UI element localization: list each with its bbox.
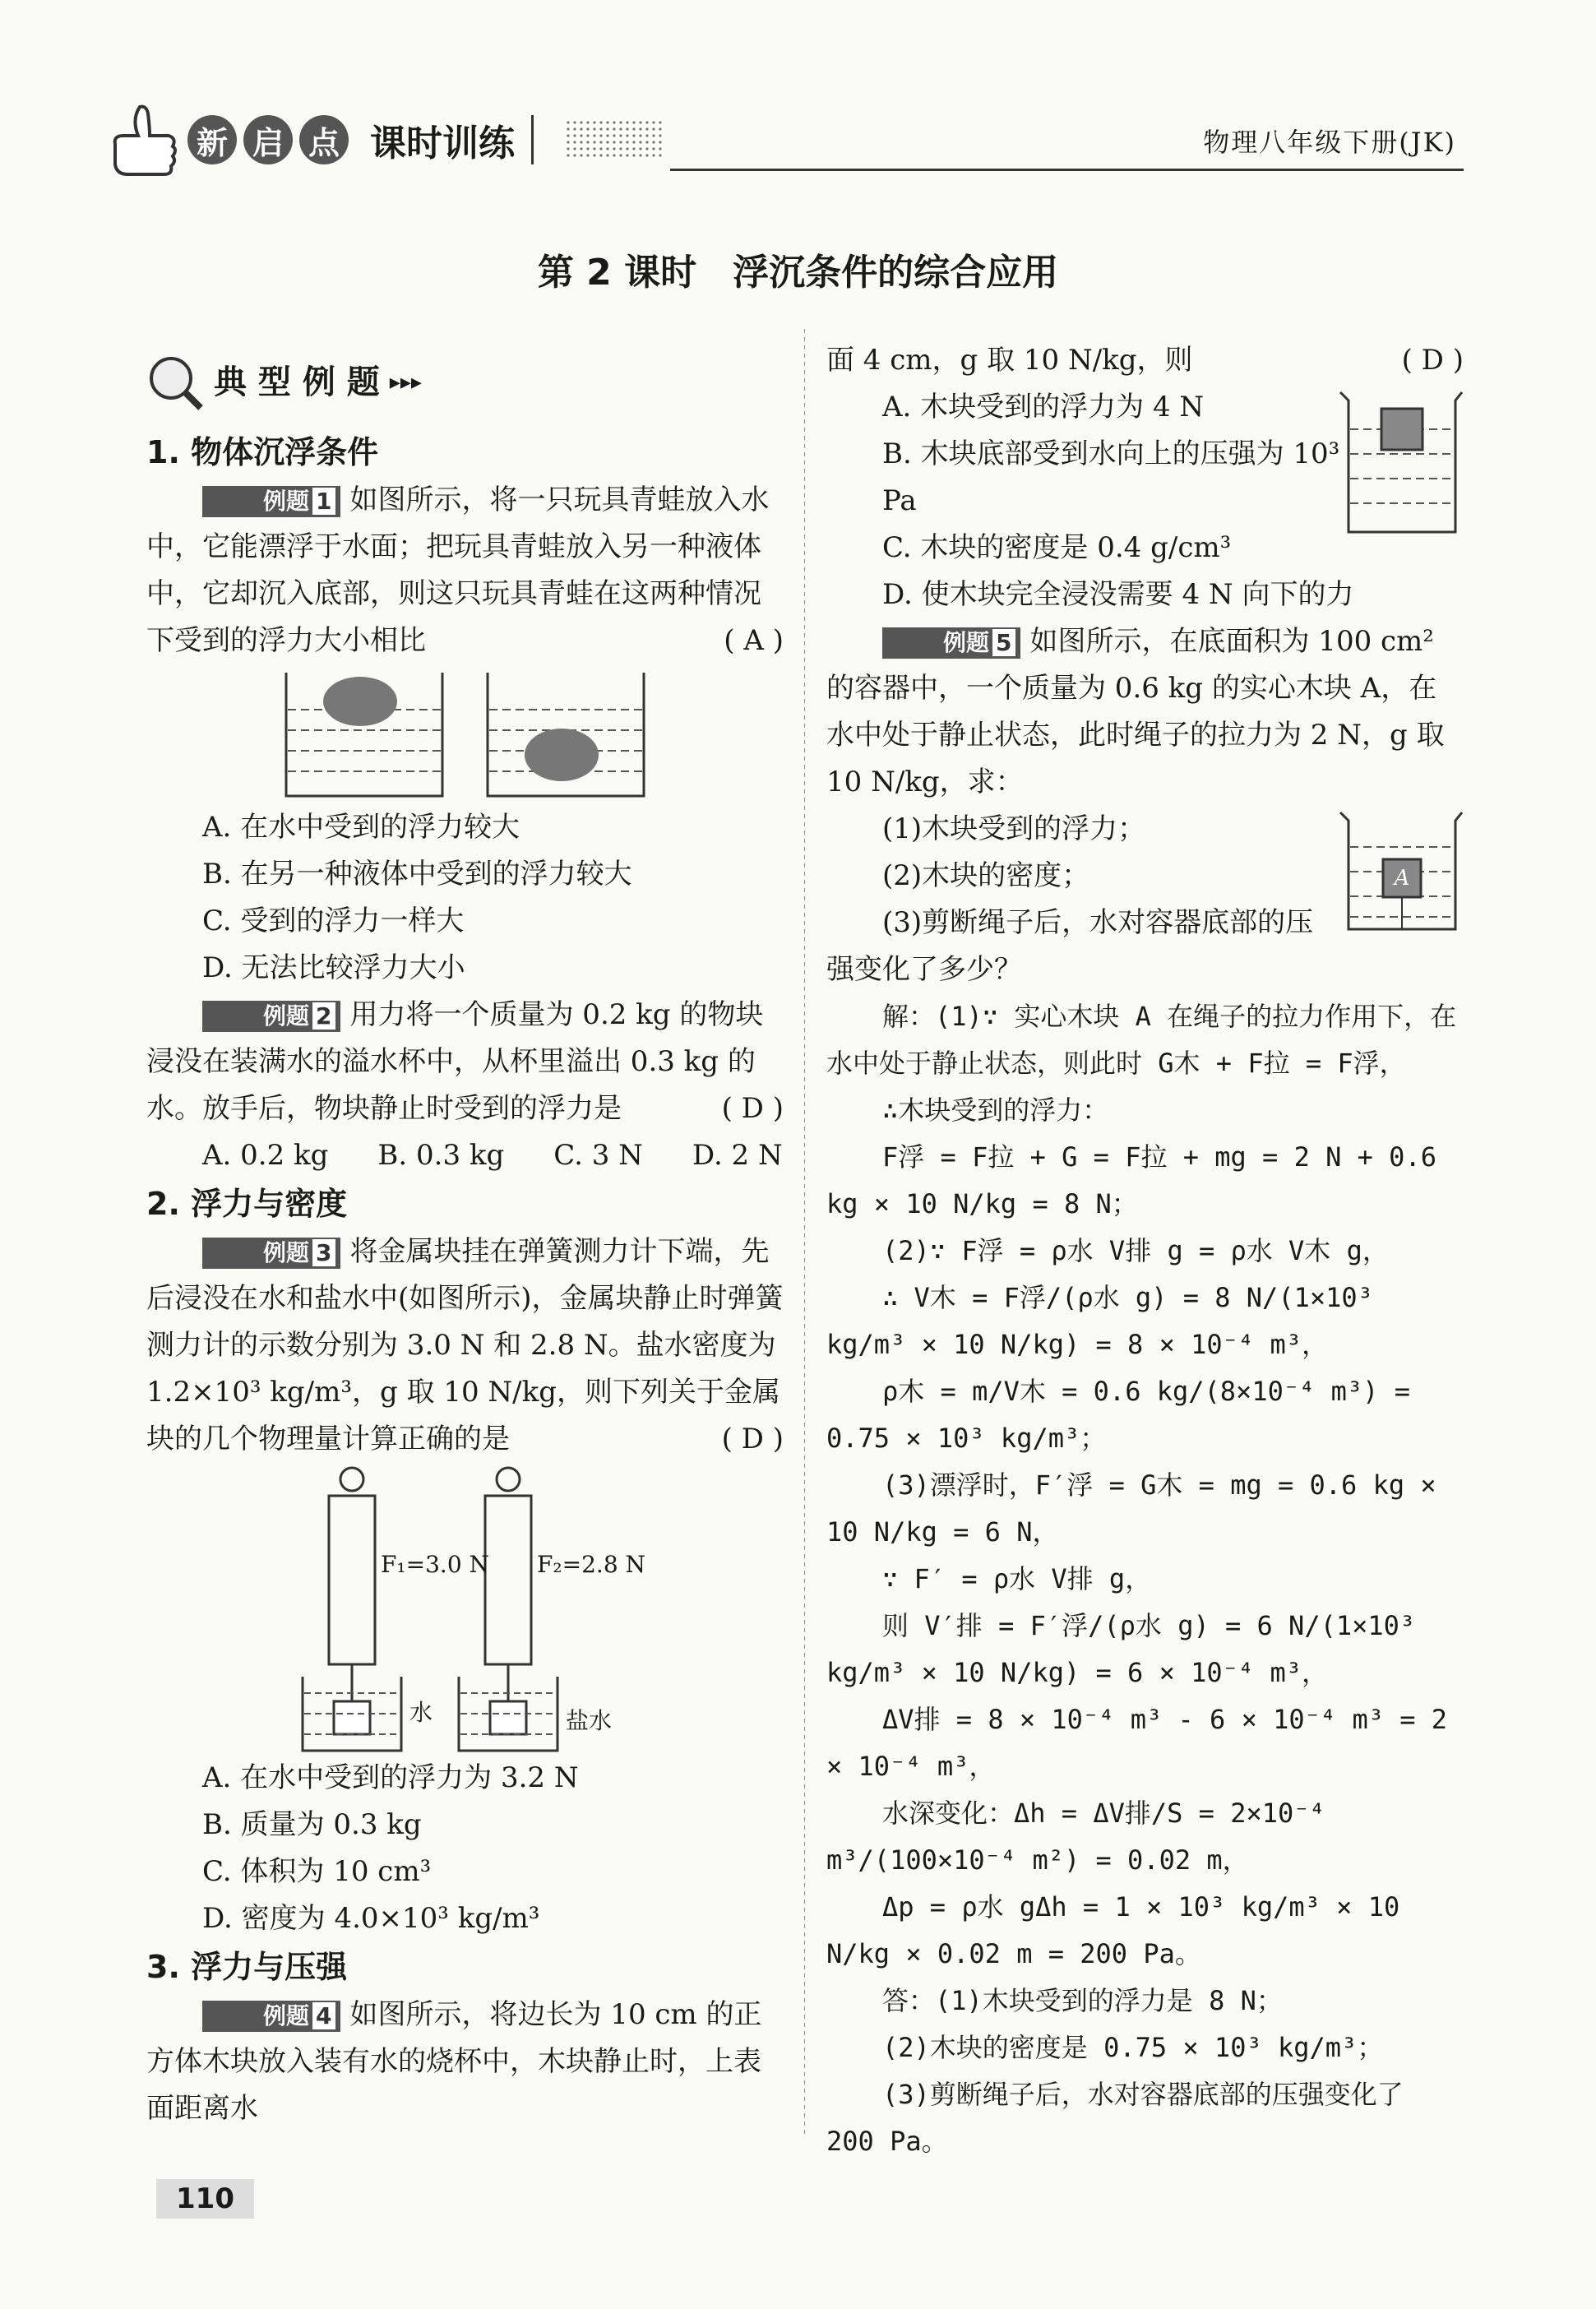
ex4-opt-d: D. 使木块完全浸没需要 4 N 向下的力 <box>882 578 1354 611</box>
ex2-opt-c: C. 3 N <box>553 1139 643 1172</box>
logo-char-2: 启 <box>243 115 293 164</box>
fig3-salt: 盐水 <box>566 1707 613 1734</box>
section-heading-text: 典 型 例 题 <box>214 363 380 401</box>
ex5-text: 例题 5 如图所示，在底面积为 100 cm² 的容器中，一个质量为 0.6 kg 的实心木块 A，在水中处于静止状态，此时绳子的拉力为 2 N，g 取 10 N/kg，求： <box>826 625 1445 798</box>
ex4-text: 例题 4 如图所示，将边长为 10 cm 的正方体木块放入装有水的烧杯中，木块静止时，上表面距离水 <box>146 1998 762 2125</box>
ex5-q2: (2)木块的密度； <box>882 859 1090 892</box>
sol-line-3: F浮 = F拉 + G = F拉 + mg = 2 N + 0.6 kg × 10 N/kg = 8 N； <box>826 1141 1436 1219</box>
ex2-opt-b: B. 0.3 kg <box>377 1139 505 1172</box>
thumbs-up-icon <box>107 99 181 181</box>
section-heading <box>146 354 784 411</box>
sol-line-13: 答：(1)木块受到的浮力是 8 N； <box>882 1985 1283 2016</box>
spring-scale-figure <box>146 1463 784 1755</box>
sol-line-6: ρ木 = m/V木 = 0.6 kg/(8×10⁻⁴ m³) = 0.75 × 10³ kg/m³； <box>826 1376 1410 1454</box>
ex3-opt-b: B. 质量为 0.3 kg <box>202 1808 422 1841</box>
ex4-options-block <box>826 384 1464 618</box>
lesson-title: 第 2 课时 浮沉条件的综合应用 <box>537 252 1059 294</box>
ex3-options <box>146 1755 784 1942</box>
page-number: 110 <box>156 2179 254 2219</box>
sec2-title: 2. 浮力与密度 <box>146 1186 348 1222</box>
sol-line-4: (2)∵ F浮 = ρ水 V排 g = ρ水 V木 g， <box>882 1235 1389 1266</box>
fig3-water: 水 <box>409 1699 433 1726</box>
fig3-f1: F₁=3.0 N <box>381 1551 490 1578</box>
ex3-opt-a: A. 在水中受到的浮力为 3.2 N <box>202 1761 579 1794</box>
header-dots <box>565 119 664 160</box>
ex4-badge: 例题 4 <box>202 2001 340 2032</box>
ex5-q3: (3)剪断绳子后，水对容器底部的压强变化了多少？ <box>826 906 1314 986</box>
ex4-opt-c: C. 木块的密度是 0.4 g/cm³ <box>882 531 1232 564</box>
ex4-opt-b: B. 木块底部受到水向上的压强为 10³ Pa <box>882 437 1340 517</box>
logo-char-3: 点 <box>299 115 349 164</box>
sec1-title: 1. 物体沉浮条件 <box>146 434 379 470</box>
sol-line-12: Δp = ρ水 gΔh = 1 × 10³ kg/m³ × 10 N/kg × 0.02 m = 200 Pa。 <box>826 1891 1400 1969</box>
right-column <box>826 337 1464 2165</box>
ex4-opt-a: A. 木块受到的浮力为 4 N <box>882 391 1205 423</box>
series-title: 课时训练 <box>370 123 515 164</box>
ex3-opt-c: C. 体积为 10 cm³ <box>202 1855 432 1888</box>
ex5-questions <box>826 806 1464 993</box>
ex5-q1: (1)木块受到的浮力； <box>882 812 1146 845</box>
sol-line-15: (3)剪断绳子后，水对容器底部的压强变化了 200 Pa。 <box>826 2079 1404 2157</box>
magnifier-icon <box>146 354 204 411</box>
sol-line-9: 则 V′排 = F′浮/(ρ水 g) = 6 N/(1×10³ kg/m³ × 10 N/kg) = 6 × 10⁻⁴ m³， <box>826 1610 1416 1688</box>
sol-line-2: ∴木块受到的浮力： <box>882 1094 1109 1126</box>
sol-line-8: ∵ F′ = ρ水 V排 g， <box>882 1563 1152 1594</box>
header-divider <box>531 115 534 164</box>
ex2-answer: ( D ) <box>721 1092 784 1125</box>
sol-line-7: (3)漂浮时，F′浮 = G木 = mg = 0.6 kg × 10 N/kg = 6 N， <box>826 1469 1436 1548</box>
ex1-opt-a: A. 在水中受到的浮力较大 <box>202 811 520 844</box>
ex1-opt-d: D. 无法比较浮力大小 <box>202 951 465 984</box>
ex2-badge: 例题 2 <box>202 1001 340 1032</box>
ex1-badge: 例题 1 <box>202 486 340 517</box>
arrows-icon: ▸▸▸ <box>389 369 422 395</box>
ex1-text: 例题 1 如图所示，将一只玩具青蛙放入水中，它能漂浮于水面；把玩具青蛙放入另一种液体中，它却沉入底部，则这只玩具青蛙在这两种情况下受到的浮力大小相比 ( A ) <box>146 477 784 664</box>
sol-line-5: ∴ V木 = F浮/(ρ水 g) = 8 N/(1×10³ kg/m³ × 10 N/kg) = 8 × 10⁻⁴ m³， <box>826 1282 1373 1360</box>
left-column <box>146 354 784 2132</box>
fig5-label: A <box>1394 866 1410 891</box>
sol-line-11: 水深变化：Δh = ΔV排/S = 2×10⁻⁴ m³/(100×10⁻⁴ m²) = 0.02 m， <box>826 1798 1325 1876</box>
beaker-cube-figure <box>1332 384 1464 540</box>
ex2-text: 例题 2 用力将一个质量为 0.2 kg 的物块浸没在装满水的溢水杯中，从杯里溢出 0.3 kg 的水。放手后，物块静止时受到的浮力是 ( D ) <box>146 992 784 1132</box>
ex2-options <box>146 1132 784 1179</box>
header-logo <box>107 99 664 181</box>
ex4-cont: 面 4 cm，g 取 10 N/kg，则 ( D ) <box>826 337 1464 384</box>
header-rule <box>670 169 1464 171</box>
ex2-opt-a: A. 0.2 kg <box>202 1139 329 1172</box>
ex3-badge: 例题 3 <box>202 1238 340 1269</box>
sol-line-10: ΔV排 = 8 × 10⁻⁴ m³ - 6 × 10⁻⁴ m³ = 2 × 10⁻⁴ m³， <box>826 1704 1448 1782</box>
ex3-text: 例题 3 将金属块挂在弹簧测力计下端，先后浸没在水和盐水中(如图所示)，金属块静止时弹簧测力计的示数分别为 3.0 N 和 2.8 N。盐水密度为 1.2×10³ kg/m³，g 取 10 N/kg，则下列关于金属块的几个物理量计算正确的是 ( D ) <box>146 1229 784 1463</box>
ex1-options <box>146 804 784 992</box>
column-divider <box>804 329 805 2138</box>
frog-figure <box>146 664 784 804</box>
ex1-opt-c: C. 受到的浮力一样大 <box>202 905 465 937</box>
ex2-opt-d: D. 2 N <box>692 1139 783 1172</box>
book-info: 物理八年级下册(JK) <box>1203 127 1456 158</box>
ex1-answer: ( A ) <box>724 624 784 657</box>
sol-line-1: 解：(1)∵ 实心木块 A 在绳子的拉力作用下，在水中处于静止状态，则此时 G木 + F拉 = F浮， <box>826 1001 1457 1079</box>
ex3-answer: ( D ) <box>721 1423 784 1455</box>
sol-line-14: (2)木块的密度是 0.75 × 10³ kg/m³； <box>882 2032 1384 2063</box>
ex5-badge: 例题 5 <box>882 627 1020 659</box>
ex1-opt-b: B. 在另一种液体中受到的浮力较大 <box>202 858 632 891</box>
fig3-f2: F₂=2.8 N <box>537 1551 646 1578</box>
ex4-answer: ( D ) <box>1401 344 1464 377</box>
sec3-title: 3. 浮力与压强 <box>146 1949 348 1985</box>
solution <box>826 993 1464 2165</box>
logo-char-1: 新 <box>187 115 237 164</box>
ex3-opt-d: D. 密度为 4.0×10³ kg/m³ <box>202 1902 540 1935</box>
beaker-rope-figure <box>1332 806 1464 937</box>
